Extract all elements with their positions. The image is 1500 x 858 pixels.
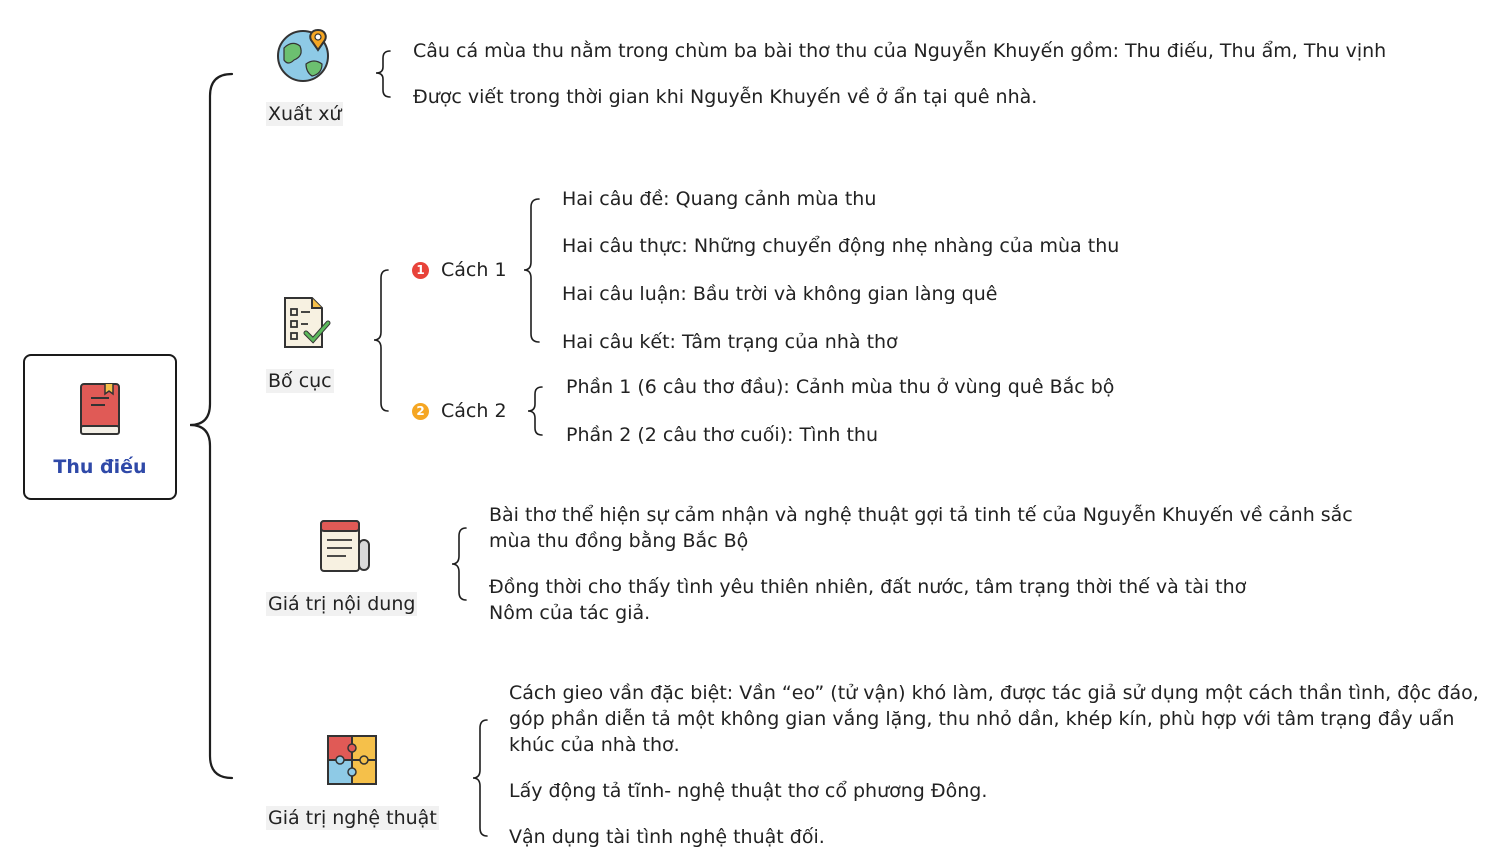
root-label: Thu điếu (53, 456, 147, 478)
category-xuat-xu[interactable]: Xuất xứ (268, 103, 342, 125)
noi-dung-item-1-line-2: mùa thu đồng bằng Bắc Bộ (489, 530, 749, 552)
category-bo-cuc[interactable]: Bố cục (268, 370, 332, 392)
cach-2-item-1: Phần 1 (6 câu thơ đầu): Cảnh mùa thu ở vùng quê Bắc bộ (566, 376, 1115, 398)
category-noi-dung[interactable]: Giá trị nội dung (268, 593, 416, 615)
globe-location-icon (276, 26, 334, 88)
xuat-xu-item-1: Câu cá mùa thu nằm trong chùm ba bài thơ thu của Nguyễn Khuyến gồm: Thu điếu, Thu ẩm, Thu vịnh (413, 40, 1387, 62)
cach-2-label[interactable]: Cách 2 (441, 400, 507, 422)
cach-1-item-3: Hai câu luận: Bầu trời và không gian làng quê (562, 283, 998, 305)
puzzle-icon (326, 734, 380, 792)
number-badge-2: 2 (412, 403, 429, 420)
nghe-thuat-item-1-line-3: khúc của nhà thơ. (509, 734, 680, 756)
nghe-thuat-item-2: Lấy động tả tĩnh- nghệ thuật thơ cổ phương Đông. (509, 780, 988, 802)
cach-1-item-1: Hai câu đề: Quang cảnh mùa thu (562, 188, 877, 210)
notepad-icon (318, 518, 374, 580)
root-node[interactable] (23, 354, 177, 500)
book-icon (79, 382, 121, 442)
nghe-thuat-item-1-line-2: góp phần diễn tả một không gian vắng lặng, thu nhỏ dần, khép kín, phù hợp với tâm trạng đầy uẩn (509, 708, 1455, 730)
number-badge-1: 1 (412, 262, 429, 279)
noi-dung-item-1-line-1: Bài thơ thể hiện sự cảm nhận và nghệ thuật gợi tả tinh tế của Nguyễn Khuyến về cảnh sắc (489, 504, 1353, 526)
nghe-thuat-item-3: Vận dụng tài tình nghệ thuật đối. (509, 826, 825, 848)
nghe-thuat-item-1-line-1: Cách gieo vần đặc biệt: Vần “eo” (tử vận) khó làm, được tác giả sử dụng một cách thần tình, độc đáo, (509, 682, 1479, 704)
checklist-icon (282, 295, 332, 355)
cach-1-label[interactable]: Cách 1 (441, 259, 507, 281)
xuat-xu-item-2: Được viết trong thời gian khi Nguyễn Khuyến về ở ẩn tại quê nhà. (413, 86, 1038, 108)
noi-dung-item-2-line-1: Đồng thời cho thấy tình yêu thiên nhiên, đất nước, tâm trạng thời thế và tài thơ (489, 576, 1247, 598)
category-nghe-thuat[interactable]: Giá trị nghệ thuật (268, 807, 437, 829)
noi-dung-item-2-line-2: Nôm của tác giả. (489, 602, 651, 624)
cach-1-item-4: Hai câu kết: Tâm trạng của nhà thơ (562, 331, 898, 353)
cach-2-item-2: Phần 2 (2 câu thơ cuối): Tình thu (566, 424, 879, 446)
cach-1-item-2: Hai câu thực: Những chuyển động nhẹ nhàng của mùa thu (562, 235, 1120, 257)
